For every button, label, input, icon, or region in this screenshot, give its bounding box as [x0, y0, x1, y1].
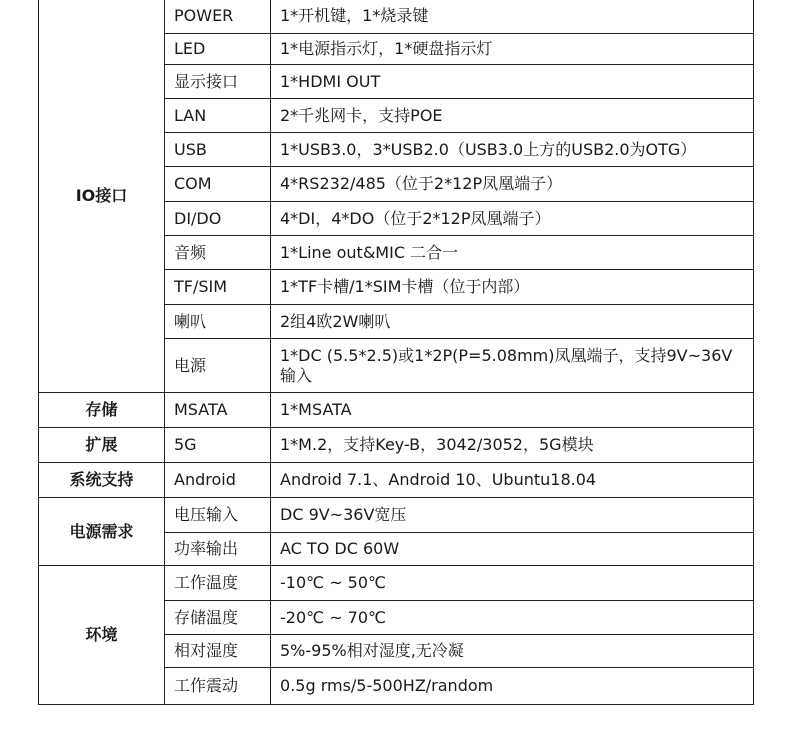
spec-item-value: 0.5g rms/5-500HZ/random: [271, 668, 754, 705]
spec-item-label: 功率输出: [165, 533, 271, 566]
spec-item-label: 电压输入: [165, 498, 271, 533]
spec-item-value: 1*MSATA: [271, 393, 754, 428]
spec-item-label: LED: [165, 34, 271, 65]
category-label: 系统支持: [39, 463, 165, 498]
spec-item-label: POWER: [165, 0, 271, 34]
spec-item-value: 1*USB3.0，3*USB2.0（USB3.0上方的USB2.0为OTG）: [271, 133, 754, 167]
category-label: 电源需求: [39, 498, 165, 566]
spec-item-label: 工作震动: [165, 668, 271, 705]
spec-item-value: 1*DC (5.5*2.5)或1*2P(P=5.08mm)凤凰端子，支持9V~36V输入: [271, 339, 754, 393]
spec-item-label: DI/DO: [165, 202, 271, 236]
spec-item-label: 电源: [165, 339, 271, 393]
spec-item-label: 音频: [165, 236, 271, 270]
spec-item-value: 4*DI，4*DO（位于2*12P凤凰端子）: [271, 202, 754, 236]
spec-item-label: USB: [165, 133, 271, 167]
spec-item-value: 1*电源指示灯，1*硬盘指示灯: [271, 34, 754, 65]
spec-item-label: TF/SIM: [165, 270, 271, 305]
spec-item-value: 1*HDMI OUT: [271, 65, 754, 99]
spec-item-label: 喇叭: [165, 305, 271, 339]
spec-item-value: 4*RS232/485（位于2*12P凤凰端子）: [271, 167, 754, 202]
table-row: [39, 566, 754, 601]
spec-item-value: 1*TF卡槽/1*SIM卡槽（位于内部）: [271, 270, 754, 305]
spec-item-value: DC 9V~36V宽压: [271, 498, 754, 533]
spec-table: [38, 0, 754, 705]
spec-item-label: Android: [165, 463, 271, 498]
spec-item-value: 2*千兆网卡，支持POE: [271, 99, 754, 133]
category-label: 环境: [39, 566, 165, 705]
spec-item-label: 5G: [165, 428, 271, 463]
spec-item-value: 1*M.2，支持Key-B，3042/3052，5G模块: [271, 428, 754, 463]
category-label: 存储: [39, 393, 165, 428]
spec-item-label: LAN: [165, 99, 271, 133]
spec-item-value: Android 7.1、Android 10、Ubuntu18.04: [271, 463, 754, 498]
table-row: [39, 498, 754, 533]
spec-item-label: MSATA: [165, 393, 271, 428]
spec-item-value: 2组4欧2W喇叭: [271, 305, 754, 339]
category-label: 扩展: [39, 428, 165, 463]
spec-item-label: 存储温度: [165, 601, 271, 635]
spec-item-label: COM: [165, 167, 271, 202]
spec-item-value: AC TO DC 60W: [271, 533, 754, 566]
table-row: [39, 428, 754, 463]
category-label: IO接口: [39, 0, 165, 393]
spec-item-value: 1*Line out&MIC 二合一: [271, 236, 754, 270]
table-row: [39, 0, 754, 34]
spec-item-value: -20℃ ~ 70℃: [271, 601, 754, 635]
spec-item-value: 5%-95%相对湿度,无冷凝: [271, 635, 754, 668]
table-row: [39, 393, 754, 428]
spec-item-label: 工作温度: [165, 566, 271, 601]
table-row: [39, 463, 754, 498]
spec-item-label: 相对湿度: [165, 635, 271, 668]
spec-item-label: 显示接口: [165, 65, 271, 99]
spec-item-value: 1*开机键，1*烧录键: [271, 0, 754, 34]
spec-item-value: -10℃ ~ 50℃: [271, 566, 754, 601]
